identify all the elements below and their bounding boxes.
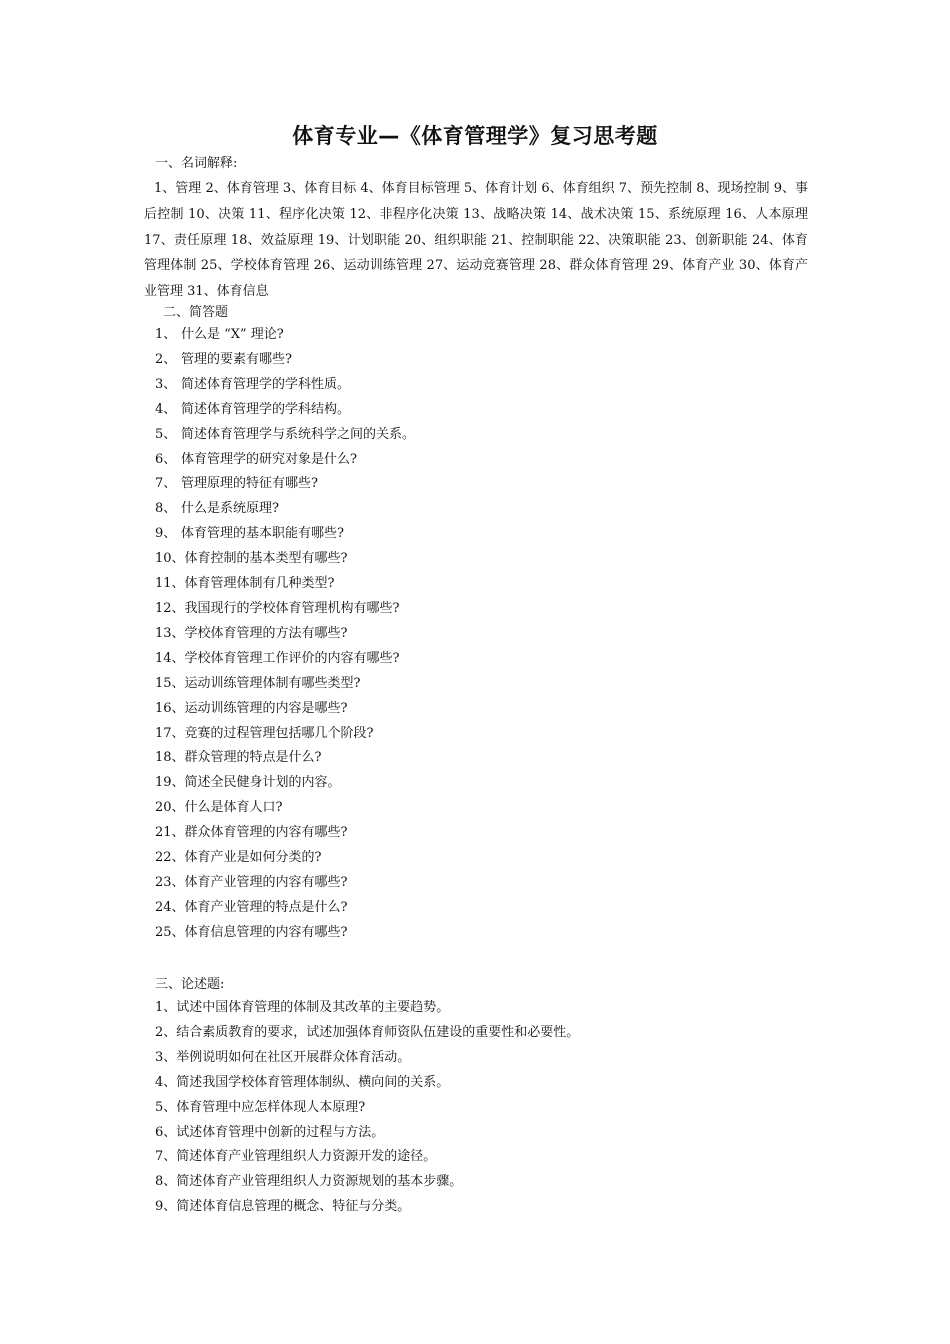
list-item (155, 597, 415, 622)
list-item (155, 722, 415, 747)
question-text: 简述全民健身计划的内容。 (184, 775, 341, 791)
list-item: 5、体育管理中应怎样体现人本原理? (155, 1099, 366, 1115)
question-number: 17、 (155, 725, 185, 741)
essay-list (155, 996, 579, 1220)
question-number: 19、 (155, 775, 185, 791)
question-number: 16、 (155, 700, 185, 716)
list-item (155, 622, 415, 647)
document-title: 体育专业—《体育管理学》复习思考题 (292, 124, 658, 148)
question-text: 我国现行的学校体育管理机构有哪些? (184, 600, 400, 616)
section-3-heading: 三、论述题: (155, 977, 225, 992)
list-item (155, 547, 415, 572)
question-number: 18、 (155, 750, 185, 766)
terms-paragraph: 1、管理 2、体育管理 3、体育目标 4、体育目标管理 5、体育计划 6、体育组织 7、预先控制 8、现场控制 9、事后控制 10、决策 11、程序化决策 12、非程序化决策 13、战略决策 14、战术决策 15、系统原理 16、人本原理 17、责任原理 18、效益原理 19、计划职能 20、组织职能 21、控制职能 22、决策职能 23、创新职能 24、体育管理体制 25、学校体育管理 26、运动训练管理 27、运动竞赛管理 28、群众体育管理 29、体育产业 30、体育产业管理 31、体育信息 (144, 181, 808, 300)
question-text: 简述体育管理学与系统科学之间的关系。 (181, 426, 416, 442)
list-item (155, 572, 415, 597)
question-number: 13、 (155, 625, 185, 641)
question-number: 7、 (155, 476, 177, 492)
question-text: 学校体育管理的方法有哪些? (184, 625, 348, 641)
list-item (155, 846, 415, 871)
list-item (155, 896, 415, 921)
list-item: 8、简述体育产业管理组织人力资源规划的基本步骤。 (155, 1174, 463, 1190)
question-text: 管理原理的特征有哪些? (181, 476, 318, 492)
list-item: 3、举例说明如何在社区开展群众体育活动。 (155, 1049, 411, 1065)
question-text: 群众管理的特点是什么? (184, 750, 322, 766)
question-text: 体育管理体制有几种类型? (184, 576, 335, 592)
question-text: 体育产业是如何分类的? (184, 850, 322, 866)
list-item: 4、简述我国学校体育管理体制纵、横向间的关系。 (155, 1074, 450, 1090)
list-item (155, 921, 415, 946)
list-item (155, 871, 415, 896)
list-item (155, 398, 415, 423)
question-number: 3、 (155, 376, 177, 392)
question-number: 2、 (155, 351, 177, 367)
list-item (155, 796, 415, 821)
question-number: 12、 (155, 600, 185, 616)
question-text: 学校体育管理工作评价的内容有哪些? (184, 650, 400, 666)
question-text: 体育产业管理的内容有哪些? (184, 874, 348, 890)
question-number: 6、 (155, 451, 177, 467)
question-text: 管理的要素有哪些? (181, 351, 292, 367)
question-text: 运动训练管理的内容是哪些? (184, 700, 348, 716)
list-item (155, 373, 415, 398)
list-item (155, 821, 415, 846)
question-text: 竞赛的过程管理包括哪几个阶段? (184, 725, 374, 741)
question-number: 25、 (155, 924, 185, 940)
question-number: 20、 (155, 800, 185, 816)
list-item (155, 497, 415, 522)
question-number: 24、 (155, 899, 185, 915)
list-item (155, 348, 415, 373)
question-number: 4、 (155, 401, 177, 417)
list-item: 2、结合素质教育的要求，试述加强体育师资队伍建设的重要性和必要性。 (155, 1024, 580, 1040)
list-item (155, 697, 415, 722)
question-number: 15、 (155, 675, 185, 691)
question-number: 9、 (155, 526, 177, 542)
question-number: 10、 (155, 551, 185, 567)
list-item: 9、简述体育信息管理的概念、特征与分类。 (155, 1199, 411, 1215)
question-number: 23、 (155, 874, 185, 890)
question-text: 体育控制的基本类型有哪些? (184, 551, 348, 567)
question-number: 14、 (155, 650, 185, 666)
list-item: 1、试述中国体育管理的体制及其改革的主要趋势。 (155, 1000, 450, 1015)
question-text: 什么是 “X” 理论? (181, 327, 284, 342)
list-item (155, 323, 415, 348)
question-number: 22、 (155, 850, 185, 866)
question-text: 什么是体育人口? (184, 800, 283, 816)
question-number: 5、 (155, 426, 177, 442)
question-text: 体育信息管理的内容有哪些? (184, 924, 348, 940)
question-text: 什么是系统原理? (181, 501, 279, 517)
list-item: 7、简述体育产业管理组织人力资源开发的途径。 (155, 1149, 437, 1165)
list-item (155, 771, 415, 796)
question-number: 11、 (155, 576, 185, 592)
question-text: 运动训练管理体制有哪些类型? (184, 675, 361, 691)
question-number: 1、 (155, 327, 177, 342)
question-text: 群众体育管理的内容有哪些? (184, 825, 348, 841)
question-number: 21、 (155, 825, 185, 841)
short-answer-list (155, 323, 415, 946)
list-item (155, 472, 415, 497)
question-text: 简述体育管理学的学科结构。 (181, 401, 351, 417)
question-number: 8、 (155, 501, 177, 517)
section-2-heading: 二、简答题 (163, 305, 229, 320)
list-item (155, 522, 415, 547)
question-text: 体育管理的基本职能有哪些? (181, 526, 344, 542)
list-item (155, 423, 415, 448)
question-text: 简述体育管理学的学科性质。 (181, 376, 351, 392)
list-item: 6、试述体育管理中创新的过程与方法。 (155, 1124, 385, 1140)
question-text: 体育管理学的研究对象是什么? (181, 451, 357, 467)
question-text: 体育产业管理的特点是什么? (184, 899, 348, 915)
list-item (155, 647, 415, 672)
list-item (155, 746, 415, 771)
section-1-heading: 一、名词解释: (155, 156, 238, 171)
list-item (155, 672, 415, 697)
list-item (155, 448, 415, 473)
